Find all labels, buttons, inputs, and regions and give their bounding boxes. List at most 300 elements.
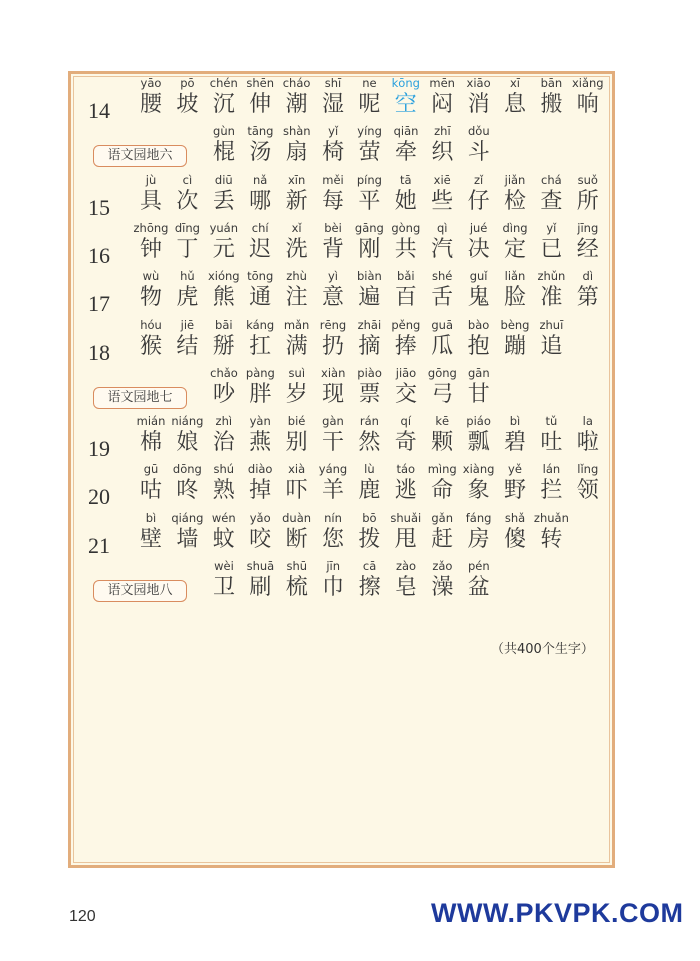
hanzi: 舌: [431, 285, 454, 311]
hanzi: 丢: [212, 188, 235, 214]
character-cell: [169, 460, 205, 508]
pinyin: bān: [540, 76, 563, 90]
pinyin: qiān: [393, 124, 419, 139]
hanzi: 鹿: [358, 478, 381, 504]
character-cell: [279, 557, 315, 605]
hanzi: 咬: [249, 526, 272, 552]
hanzi: 空: [394, 92, 417, 117]
character-cell: [133, 509, 169, 557]
pinyin: pěng: [391, 317, 421, 332]
character-cell: [279, 171, 315, 219]
hanzi: 汤: [249, 140, 272, 166]
pinyin: zhī: [434, 124, 451, 139]
character-cell: [388, 557, 424, 605]
character-cell: [279, 74, 315, 122]
pinyin: jīn: [326, 559, 341, 573]
pinyin: chǎo: [210, 365, 238, 380]
lesson-number: 21: [88, 532, 110, 558]
hanzi: 通: [249, 285, 272, 311]
pinyin: yě: [508, 462, 522, 477]
pinyin: suì: [288, 365, 306, 380]
pinyin: ne: [362, 76, 377, 90]
pinyin: tāng: [247, 124, 274, 139]
character-cell: [533, 316, 569, 364]
pinyin: xǐ: [291, 220, 302, 235]
hanzi: 娘: [176, 430, 199, 456]
pinyin: xī: [509, 76, 520, 90]
hanzi: 意: [321, 285, 344, 311]
character-cell: [352, 364, 388, 412]
hanzi: 平: [358, 188, 381, 214]
character-cell: [388, 509, 424, 557]
character-cell: [169, 509, 205, 557]
hanzi: 羊: [321, 478, 344, 504]
character-cell: [351, 171, 387, 219]
pinyin: káng: [246, 317, 275, 332]
pinyin: gān: [467, 365, 490, 380]
character-cell: [497, 267, 533, 315]
character-cell: [388, 74, 424, 122]
pinyin: chá: [541, 172, 562, 187]
hanzi: 消: [467, 92, 490, 117]
hanzi: 扇: [285, 140, 308, 166]
pinyin: jiāo: [395, 365, 417, 380]
character-cell: [388, 364, 424, 412]
pinyin: guā: [431, 317, 453, 332]
pinyin: zhōng: [133, 220, 169, 235]
hanzi: 迟: [249, 236, 272, 262]
character-cell: [388, 171, 424, 219]
character-row: [71, 364, 618, 412]
pinyin: dìng: [502, 220, 528, 235]
hanzi: 瓜: [431, 333, 454, 359]
hanzi: 追: [540, 333, 563, 359]
hanzi: 所: [576, 188, 599, 214]
pinyin: wèi: [214, 559, 234, 573]
character-cell: [206, 316, 242, 364]
character-cell: [242, 316, 278, 364]
hanzi: 颗: [431, 430, 454, 456]
character-cell: [315, 460, 351, 508]
character-cell: [169, 171, 205, 219]
pinyin: zào: [395, 559, 417, 573]
pinyin: jué: [469, 220, 488, 235]
character-cell: [351, 316, 387, 364]
hanzi: 她: [394, 188, 417, 214]
hanzi: 领: [576, 478, 599, 504]
character-cell: [461, 460, 497, 508]
pinyin: yíng: [357, 124, 382, 139]
pinyin: qiáng: [171, 510, 204, 525]
hanzi: 扛: [249, 333, 272, 359]
character-cell: [242, 171, 278, 219]
pinyin: jiǎn: [504, 172, 526, 187]
pinyin: kē: [435, 414, 450, 429]
character-cell: [424, 122, 460, 170]
hanzi: 哪: [249, 188, 272, 214]
pinyin: yǐ: [546, 220, 557, 235]
character-cell: [388, 122, 424, 170]
pinyin: zhǔn: [537, 269, 566, 284]
pinyin: zhù: [286, 269, 307, 284]
pinyin: mìng: [427, 462, 457, 477]
hanzi: 碧: [503, 430, 526, 456]
pinyin: píng: [356, 172, 382, 187]
character-cell: [279, 267, 315, 315]
pinyin: qí: [400, 414, 412, 429]
hanzi: 您: [321, 526, 344, 552]
hanzi: 息: [503, 92, 526, 117]
hanzi: 蹦: [503, 333, 526, 359]
section-badge: 语文园地六: [93, 145, 187, 167]
character-cell: [388, 460, 424, 508]
pinyin: zǐ: [473, 172, 484, 187]
pinyin: guǐ: [469, 269, 488, 284]
hanzi: 椅: [322, 140, 345, 166]
character-cell: [133, 74, 169, 122]
character-cell: [461, 219, 497, 267]
hanzi: 丁: [176, 236, 199, 262]
character-row: [71, 171, 618, 219]
hanzi: 棉: [139, 430, 162, 456]
hanzi: 闷: [431, 92, 454, 117]
hanzi: 胖: [249, 381, 272, 407]
pinyin: mēn: [429, 76, 455, 90]
hanzi: 傻: [503, 526, 526, 552]
hanzi: 转: [540, 526, 563, 552]
character-cell: [497, 509, 533, 557]
lesson-number: 19: [88, 436, 110, 462]
character-row: [71, 267, 618, 315]
character-cell: [315, 509, 351, 557]
hanzi: 猴: [139, 333, 162, 359]
character-cell: [315, 316, 351, 364]
pinyin: mǎn: [283, 317, 310, 332]
pinyin: shū: [286, 559, 308, 573]
hanzi: 第: [576, 285, 599, 311]
character-cell: [206, 557, 242, 605]
character-cell: [533, 171, 569, 219]
character-cell: [533, 74, 569, 122]
character-cell: [570, 219, 606, 267]
lesson-number: 14: [88, 98, 110, 123]
pinyin: lǐng: [577, 462, 599, 477]
hanzi: 新: [285, 188, 308, 214]
pinyin: kōng: [391, 76, 420, 90]
hanzi: 棍: [212, 140, 235, 166]
pinyin: zhāi: [357, 317, 382, 332]
hanzi: 经: [576, 236, 599, 262]
pinyin: liǎn: [504, 269, 526, 284]
pinyin: tā: [400, 172, 412, 187]
pinyin: bèi: [324, 220, 342, 235]
pinyin: jù: [145, 172, 157, 187]
pinyin: lù: [364, 462, 375, 477]
character-cell: [497, 171, 533, 219]
page-number: 120: [69, 908, 96, 925]
character-cell: [351, 509, 387, 557]
pinyin: jīng: [577, 220, 599, 235]
hanzi: 野: [503, 478, 526, 504]
character-cell: [169, 74, 205, 122]
pinyin: duàn: [282, 510, 312, 525]
character-cell: [206, 412, 242, 460]
hanzi: 每: [321, 188, 344, 214]
character-cell: [461, 267, 497, 315]
pinyin: chí: [251, 220, 269, 235]
hanzi: 卫: [212, 575, 235, 600]
character-row: [71, 557, 618, 605]
character-cell: [242, 267, 278, 315]
lesson-number: 17: [88, 291, 110, 317]
pinyin: chén: [209, 76, 238, 90]
hanzi: 熊: [212, 285, 235, 311]
hanzi: 干: [321, 430, 344, 456]
character-cell: [315, 557, 351, 605]
hanzi: 抱: [467, 333, 490, 359]
hanzi: 甘: [467, 381, 490, 407]
hanzi: 响: [576, 92, 599, 117]
pinyin: yāo: [140, 76, 162, 90]
pinyin: la: [582, 414, 593, 429]
pinyin: diào: [247, 462, 273, 477]
pinyin: gùn: [213, 124, 235, 139]
pinyin: zhì: [215, 414, 233, 429]
pinyin: shǎ: [504, 510, 526, 525]
hanzi: 湿: [321, 92, 344, 117]
hanzi: 吐: [540, 430, 563, 456]
hanzi: 掰: [212, 333, 235, 359]
hanzi: 捧: [394, 333, 417, 359]
hanzi: 奇: [394, 430, 417, 456]
hanzi: 些: [431, 188, 454, 214]
pinyin: piáo: [466, 414, 491, 429]
hanzi: 壁: [139, 526, 162, 552]
character-row: [71, 509, 618, 557]
hanzi: 燕: [249, 430, 272, 456]
hanzi: 摘: [358, 333, 381, 359]
character-cell: [133, 267, 169, 315]
hanzi: 蚊: [212, 526, 235, 552]
character-cell: [424, 412, 460, 460]
hanzi: 擦: [358, 575, 381, 600]
pinyin: qì: [436, 220, 448, 235]
character-cell: [133, 171, 169, 219]
character-cell: [169, 412, 205, 460]
pinyin: bō: [362, 510, 377, 525]
character-cell: [242, 557, 278, 605]
character-cell: [351, 74, 387, 122]
pinyin: bì: [145, 510, 157, 525]
character-cell: [461, 74, 497, 122]
hanzi: 检: [503, 188, 526, 214]
hanzi: 共: [394, 236, 417, 262]
pinyin: yǐ: [328, 124, 339, 139]
character-cell: [497, 460, 533, 508]
character-cell: [242, 74, 278, 122]
pinyin: dōng: [172, 462, 202, 477]
character-cell: [206, 364, 242, 412]
pinyin: pàng: [245, 365, 275, 380]
character-table-frame: [68, 71, 615, 868]
pinyin: shé: [432, 269, 453, 284]
pinyin: měi: [322, 172, 344, 187]
character-cell: [424, 219, 460, 267]
character-cell: [279, 509, 315, 557]
pinyin: tōng: [247, 269, 274, 284]
character-cell: [169, 219, 205, 267]
pinyin: hǔ: [180, 269, 195, 284]
character-cell: [388, 316, 424, 364]
total-count: （共400个生字）: [491, 642, 594, 657]
character-cell: [242, 412, 278, 460]
hanzi: 满: [285, 333, 308, 359]
character-row: [71, 460, 618, 508]
hanzi: 背: [321, 236, 344, 262]
pinyin: shàn: [282, 124, 311, 139]
section-badge: 语文园地八: [93, 580, 187, 602]
character-cell: [279, 364, 315, 412]
character-cell: [461, 364, 497, 412]
pinyin: bié: [287, 414, 306, 429]
character-cell: [279, 460, 315, 508]
hanzi: 搬: [540, 92, 563, 117]
pinyin: lán: [542, 462, 561, 477]
character-cell: [533, 219, 569, 267]
character-cell: [461, 412, 497, 460]
hanzi: 斗: [467, 140, 490, 166]
character-cell: [461, 509, 497, 557]
pinyin: suǒ: [577, 172, 598, 187]
pinyin: tǔ: [545, 414, 558, 429]
pinyin: gàn: [322, 414, 344, 429]
pinyin: niáng: [171, 414, 204, 429]
character-cell: [315, 267, 351, 315]
character-cell: [461, 171, 497, 219]
pinyin: zhuī: [539, 317, 564, 332]
character-cell: [206, 460, 242, 508]
character-cell: [279, 316, 315, 364]
pinyin: wù: [142, 269, 160, 284]
hanzi: 元: [212, 236, 235, 262]
hanzi: 脸: [503, 285, 526, 311]
hanzi: 吓: [285, 478, 308, 504]
hanzi: 咕: [139, 478, 162, 504]
pinyin: dǒu: [467, 124, 490, 139]
character-cell: [242, 509, 278, 557]
hanzi: 次: [176, 188, 199, 214]
hanzi: 命: [431, 478, 454, 504]
hanzi: 注: [285, 285, 308, 311]
pinyin: yàn: [249, 414, 271, 429]
character-cell: [315, 219, 351, 267]
hanzi: 象: [467, 478, 490, 504]
hanzi: 刷: [249, 575, 272, 600]
pinyin: xiē: [433, 172, 451, 187]
character-cell: [497, 412, 533, 460]
hanzi: 梳: [285, 575, 308, 600]
character-cell: [533, 509, 569, 557]
character-cell: [424, 74, 460, 122]
pinyin: pō: [180, 76, 195, 90]
pinyin: zhuǎn: [533, 510, 569, 525]
character-cell: [315, 412, 351, 460]
hanzi: 澡: [431, 575, 454, 600]
character-cell: [570, 74, 606, 122]
pinyin: dì: [582, 269, 594, 284]
pinyin: mián: [136, 414, 166, 429]
pinyin: bào: [467, 317, 490, 332]
hanzi: 拨: [358, 526, 381, 552]
pinyin: táo: [396, 462, 416, 477]
character-cell: [206, 509, 242, 557]
hanzi: 准: [540, 285, 563, 311]
pinyin: shēn: [246, 76, 275, 90]
pinyin: gū: [143, 462, 159, 477]
hanzi: 结: [176, 333, 199, 359]
character-cell: [388, 219, 424, 267]
pinyin: shuǎi: [390, 510, 422, 525]
hanzi: 瓢: [467, 430, 490, 456]
lesson-number: 20: [88, 484, 110, 510]
character-cell: [279, 219, 315, 267]
character-cell: [351, 267, 387, 315]
character-cell: [133, 460, 169, 508]
character-cell: [315, 171, 351, 219]
character-cell: [533, 460, 569, 508]
hanzi: 拦: [540, 478, 563, 504]
hanzi: 交: [394, 381, 417, 407]
character-cell: [461, 557, 497, 605]
hanzi: 鬼: [467, 285, 490, 311]
pinyin: gòng: [391, 220, 421, 235]
hanzi: 甩: [394, 526, 417, 552]
pinyin: xiàng: [462, 462, 495, 477]
hanzi: 刚: [358, 236, 381, 262]
character-cell: [315, 74, 351, 122]
character-cell: [351, 219, 387, 267]
hanzi: 票: [358, 381, 381, 407]
hanzi: 百: [394, 285, 417, 311]
character-row: [71, 122, 618, 170]
character-cell: [279, 412, 315, 460]
pinyin: bǎi: [397, 269, 415, 284]
hanzi: 治: [212, 430, 235, 456]
character-cell: [461, 122, 497, 170]
hanzi: 物: [139, 285, 162, 311]
pinyin: gāng: [354, 220, 384, 235]
character-cell: [570, 171, 606, 219]
character-cell: [388, 267, 424, 315]
pinyin: yáng: [318, 462, 348, 477]
character-cell: [497, 219, 533, 267]
character-cell: [206, 267, 242, 315]
character-cell: [133, 316, 169, 364]
character-cell: [133, 219, 169, 267]
hanzi: 沉: [212, 92, 235, 117]
character-row: [71, 74, 618, 122]
pinyin: xīn: [287, 172, 306, 187]
pinyin: nín: [324, 510, 342, 525]
pinyin: cā: [362, 559, 377, 573]
hanzi: 腰: [139, 92, 162, 117]
character-cell: [424, 460, 460, 508]
character-cell: [352, 557, 388, 605]
character-cell: [133, 412, 169, 460]
hanzi: 吵: [212, 381, 235, 407]
pinyin: yì: [327, 269, 338, 284]
hanzi: 钟: [139, 236, 162, 262]
